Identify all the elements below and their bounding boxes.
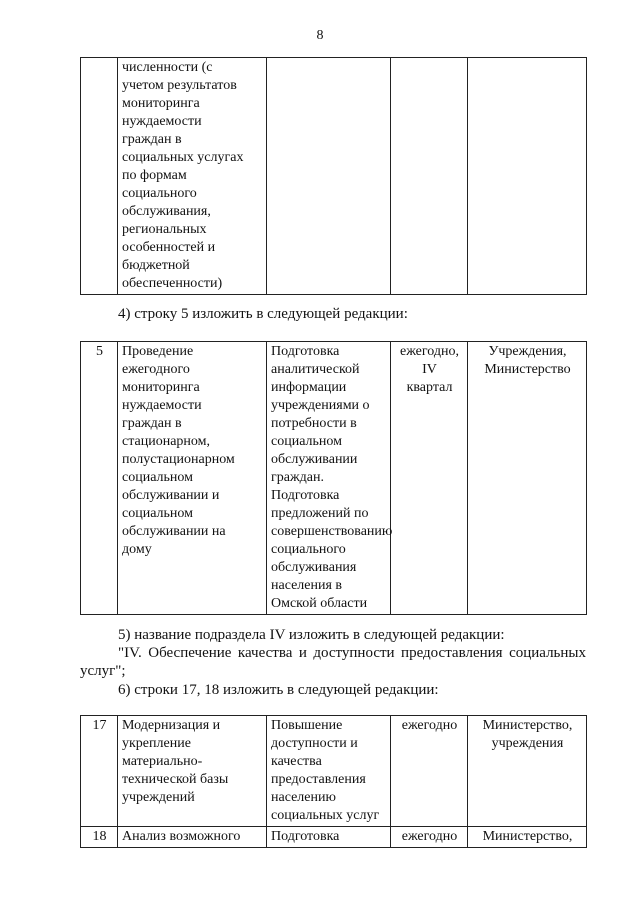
plan-table-continuation <box>80 57 587 295</box>
result-cell: Подготовка аналитической информации учреждениями о потребности в социальном обслуживании граждан. Подготовка предложений по совершенствованию социального обслуживания населения в Омской области <box>267 342 391 615</box>
result-cell: Подготовка <box>267 827 391 848</box>
row-number-cell: 17 <box>81 716 118 827</box>
table-row <box>81 827 587 848</box>
event-cell: Проведение ежегодного мониторинга нуждаемости граждан в стационарном, полустационарном социальном обслуживании и социальном обслуживании на дому <box>118 342 267 615</box>
executor-cell: Учреждения, Министерство <box>468 342 587 615</box>
amendment-paragraph-row5: 4) строку 5 изложить в следующей редакции: <box>118 306 408 322</box>
plan-table-row5 <box>80 341 587 615</box>
row-number-cell <box>81 58 118 295</box>
subsection-title-line2: услуг"; <box>80 663 126 679</box>
event-cell: Анализ возможного <box>118 827 267 848</box>
deadline-cell: ежегодно <box>391 716 468 827</box>
result-cell: Повышение доступности и качества предоставления населению социальных услуг <box>267 716 391 827</box>
executor-cell: Министерство, <box>468 827 587 848</box>
table-row <box>81 342 587 615</box>
deadline-cell: ежегодно <box>391 827 468 848</box>
amendment-paragraph-subsection: 5) название подраздела IV изложить в следующей редакции: <box>118 627 505 643</box>
event-cell: Модернизация и укрепление материально- технической базы учреждений <box>118 716 267 827</box>
page-number: 8 <box>316 28 324 43</box>
deadline-cell: ежегодно, IV квартал <box>391 342 468 615</box>
row-number-cell: 5 <box>81 342 118 615</box>
deadline-cell <box>391 58 468 295</box>
table-row <box>81 58 587 295</box>
subsection-title-line1: "IV. Обеспечение качества и доступности предоставления социальных <box>118 645 586 661</box>
plan-table-rows-17-18 <box>80 715 587 848</box>
executor-cell <box>468 58 587 295</box>
executor-cell: Министерство, учреждения <box>468 716 587 827</box>
row-number-cell: 18 <box>81 827 118 848</box>
table-row <box>81 716 587 827</box>
amendment-paragraph-rows1718: 6) строки 17, 18 изложить в следующей редакции: <box>118 682 439 698</box>
event-cell: численности (с учетом результатов мониторинга нуждаемости граждан в социальных услугах по формам социального обслуживания, региональных особенностей и бюджетной обеспеченности) <box>118 58 267 295</box>
result-cell <box>267 58 391 295</box>
